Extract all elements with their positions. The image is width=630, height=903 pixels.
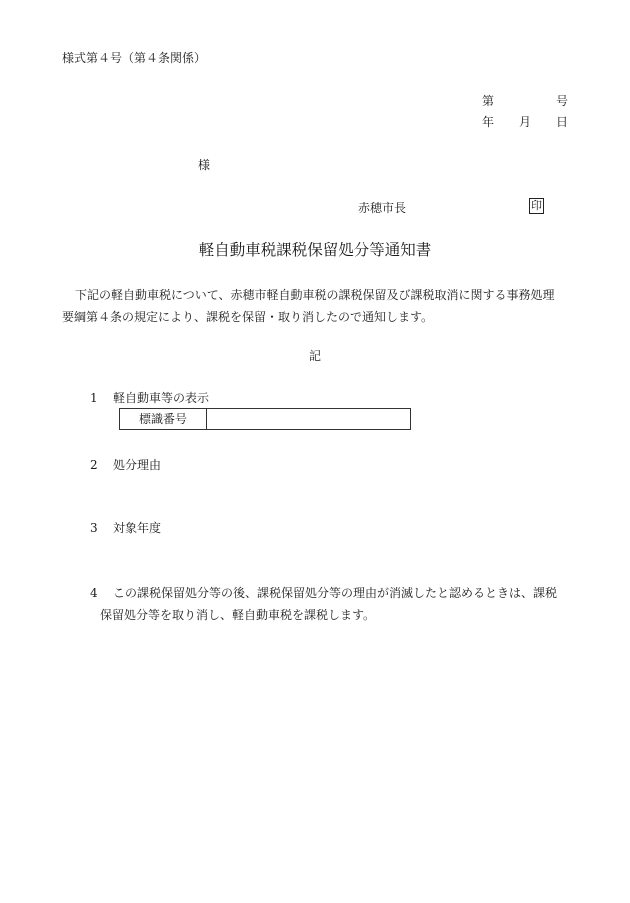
item-1-label: 軽自動車等の表示 bbox=[113, 391, 210, 405]
issuer-name: 赤穂市長 bbox=[358, 201, 407, 215]
document-number-suffix: 号 bbox=[556, 94, 569, 108]
addressee-honorific: 様 bbox=[198, 158, 211, 172]
item-4-line-1: この課税保留処分等の後、課税保留処分等の理由が消滅したと認めるときは、課税 bbox=[113, 586, 558, 600]
item-1-number: 1 bbox=[90, 391, 98, 405]
plate-number-value bbox=[207, 409, 410, 429]
date-year-label: 年 bbox=[482, 115, 495, 129]
item-3-label: 対象年度 bbox=[113, 521, 162, 535]
body-line-1: 下記の軽自動車税について、赤穂市軽自動車税の課税保留及び課税取消に関する事務処理 bbox=[75, 288, 555, 302]
item-4-line-2: 保留処分等を取り消し、軽自動車税を課税します。 bbox=[100, 608, 376, 622]
form-number: 様式第４号（第４条関係） bbox=[62, 51, 207, 65]
body-paragraph bbox=[62, 284, 582, 328]
item-4-text bbox=[100, 582, 579, 626]
body-line-2: 要綱第４条の規定により、課税を保留・取り消したので通知します。 bbox=[62, 310, 434, 324]
item-2-label: 処分理由 bbox=[113, 458, 162, 472]
item-4-number: 4 bbox=[90, 586, 98, 600]
item-3-number: 3 bbox=[90, 521, 98, 535]
plate-number-header: 標識番号 bbox=[120, 409, 207, 429]
seal-mark: 印 bbox=[531, 199, 542, 212]
document-number-prefix: 第 bbox=[482, 94, 495, 108]
document-title: 軽自動車税課税保留処分等通知書 bbox=[198, 241, 432, 259]
plate-number-table bbox=[119, 408, 411, 430]
date-month-label: 月 bbox=[519, 115, 532, 129]
date-day-label: 日 bbox=[556, 115, 569, 129]
ki-heading: 記 bbox=[308, 349, 321, 363]
item-2-number: 2 bbox=[90, 458, 98, 472]
